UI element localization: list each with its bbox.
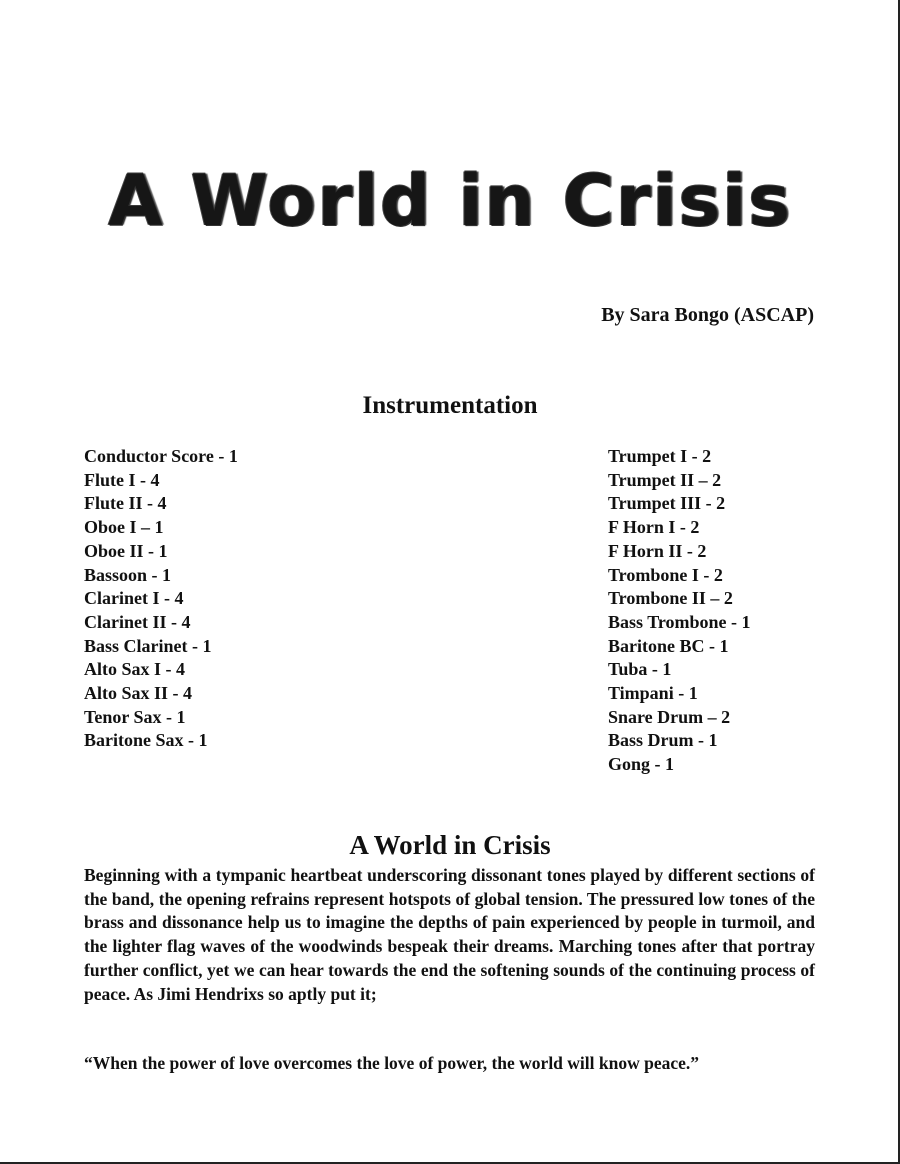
instrument-item: Trombone II – 2 <box>608 588 733 609</box>
instrument-item: Clarinet II - 4 <box>84 611 191 632</box>
program-note-heading: A World in Crisis <box>349 830 551 860</box>
instrument-item: Flute II - 4 <box>84 493 167 514</box>
program-note-quote: “When the power of love overcomes the love of power, the world will know peace.” <box>84 1053 700 1073</box>
instrument-item: Flute I - 4 <box>84 469 160 490</box>
instrument-item: Bass Trombone - 1 <box>608 611 751 632</box>
instrument-item: Bass Clarinet - 1 <box>84 635 212 656</box>
page-title: A World in Crisis <box>108 160 792 242</box>
composer-byline: By Sara Bongo (ASCAP) <box>601 304 814 326</box>
instrument-item: Trumpet II – 2 <box>608 469 722 490</box>
program-note-body: Beginning with a tympanic heartbeat underscoring dissonant tones played by different sections of the band, the opening refrains represent hotspots of global tension. The pressured low tones of the brass and dissonance help us to imagine the depths of pain experienced by people in turmoil, and the lighter flag waves of the woodwinds bespeak their dreams. Marching tones after that portray further conflict, yet we can hear towards the end the softening sounds of the continuing process of peace. As Jimi Hendrixs so aptly put it; <box>84 865 815 1004</box>
instrument-item: Bassoon - 1 <box>84 564 172 585</box>
instrument-item: Gong - 1 <box>608 754 675 775</box>
instrument-item: Snare Drum – 2 <box>608 706 731 727</box>
instrument-item: Conductor Score - 1 <box>84 446 238 466</box>
instrumentation-heading: Instrumentation <box>362 392 538 419</box>
instrument-item: Tuba - 1 <box>608 659 672 680</box>
instrument-list-left <box>84 445 238 753</box>
instrument-item: Timpani - 1 <box>608 683 698 704</box>
instrument-item: F Horn II - 2 <box>608 540 707 561</box>
instrument-list-right <box>608 445 751 777</box>
instrument-item: Alto Sax I - 4 <box>84 659 186 680</box>
instrument-item: Oboe II - 1 <box>84 540 168 561</box>
instrument-item: Alto Sax II - 4 <box>84 683 193 704</box>
instrument-item: Trumpet III - 2 <box>608 493 726 514</box>
instrument-item: Bass Drum - 1 <box>608 730 718 751</box>
instrument-item: Baritone Sax - 1 <box>84 730 208 751</box>
instrument-item: Oboe I – 1 <box>84 517 164 538</box>
instrument-item: Trumpet I - 2 <box>608 446 712 466</box>
instrument-item: Clarinet I - 4 <box>84 588 184 609</box>
instrument-item: Baritone BC - 1 <box>608 635 729 656</box>
instrument-item: Trombone I - 2 <box>608 564 723 585</box>
instrument-item: Tenor Sax - 1 <box>84 706 186 727</box>
instrument-item: F Horn I - 2 <box>608 517 700 538</box>
